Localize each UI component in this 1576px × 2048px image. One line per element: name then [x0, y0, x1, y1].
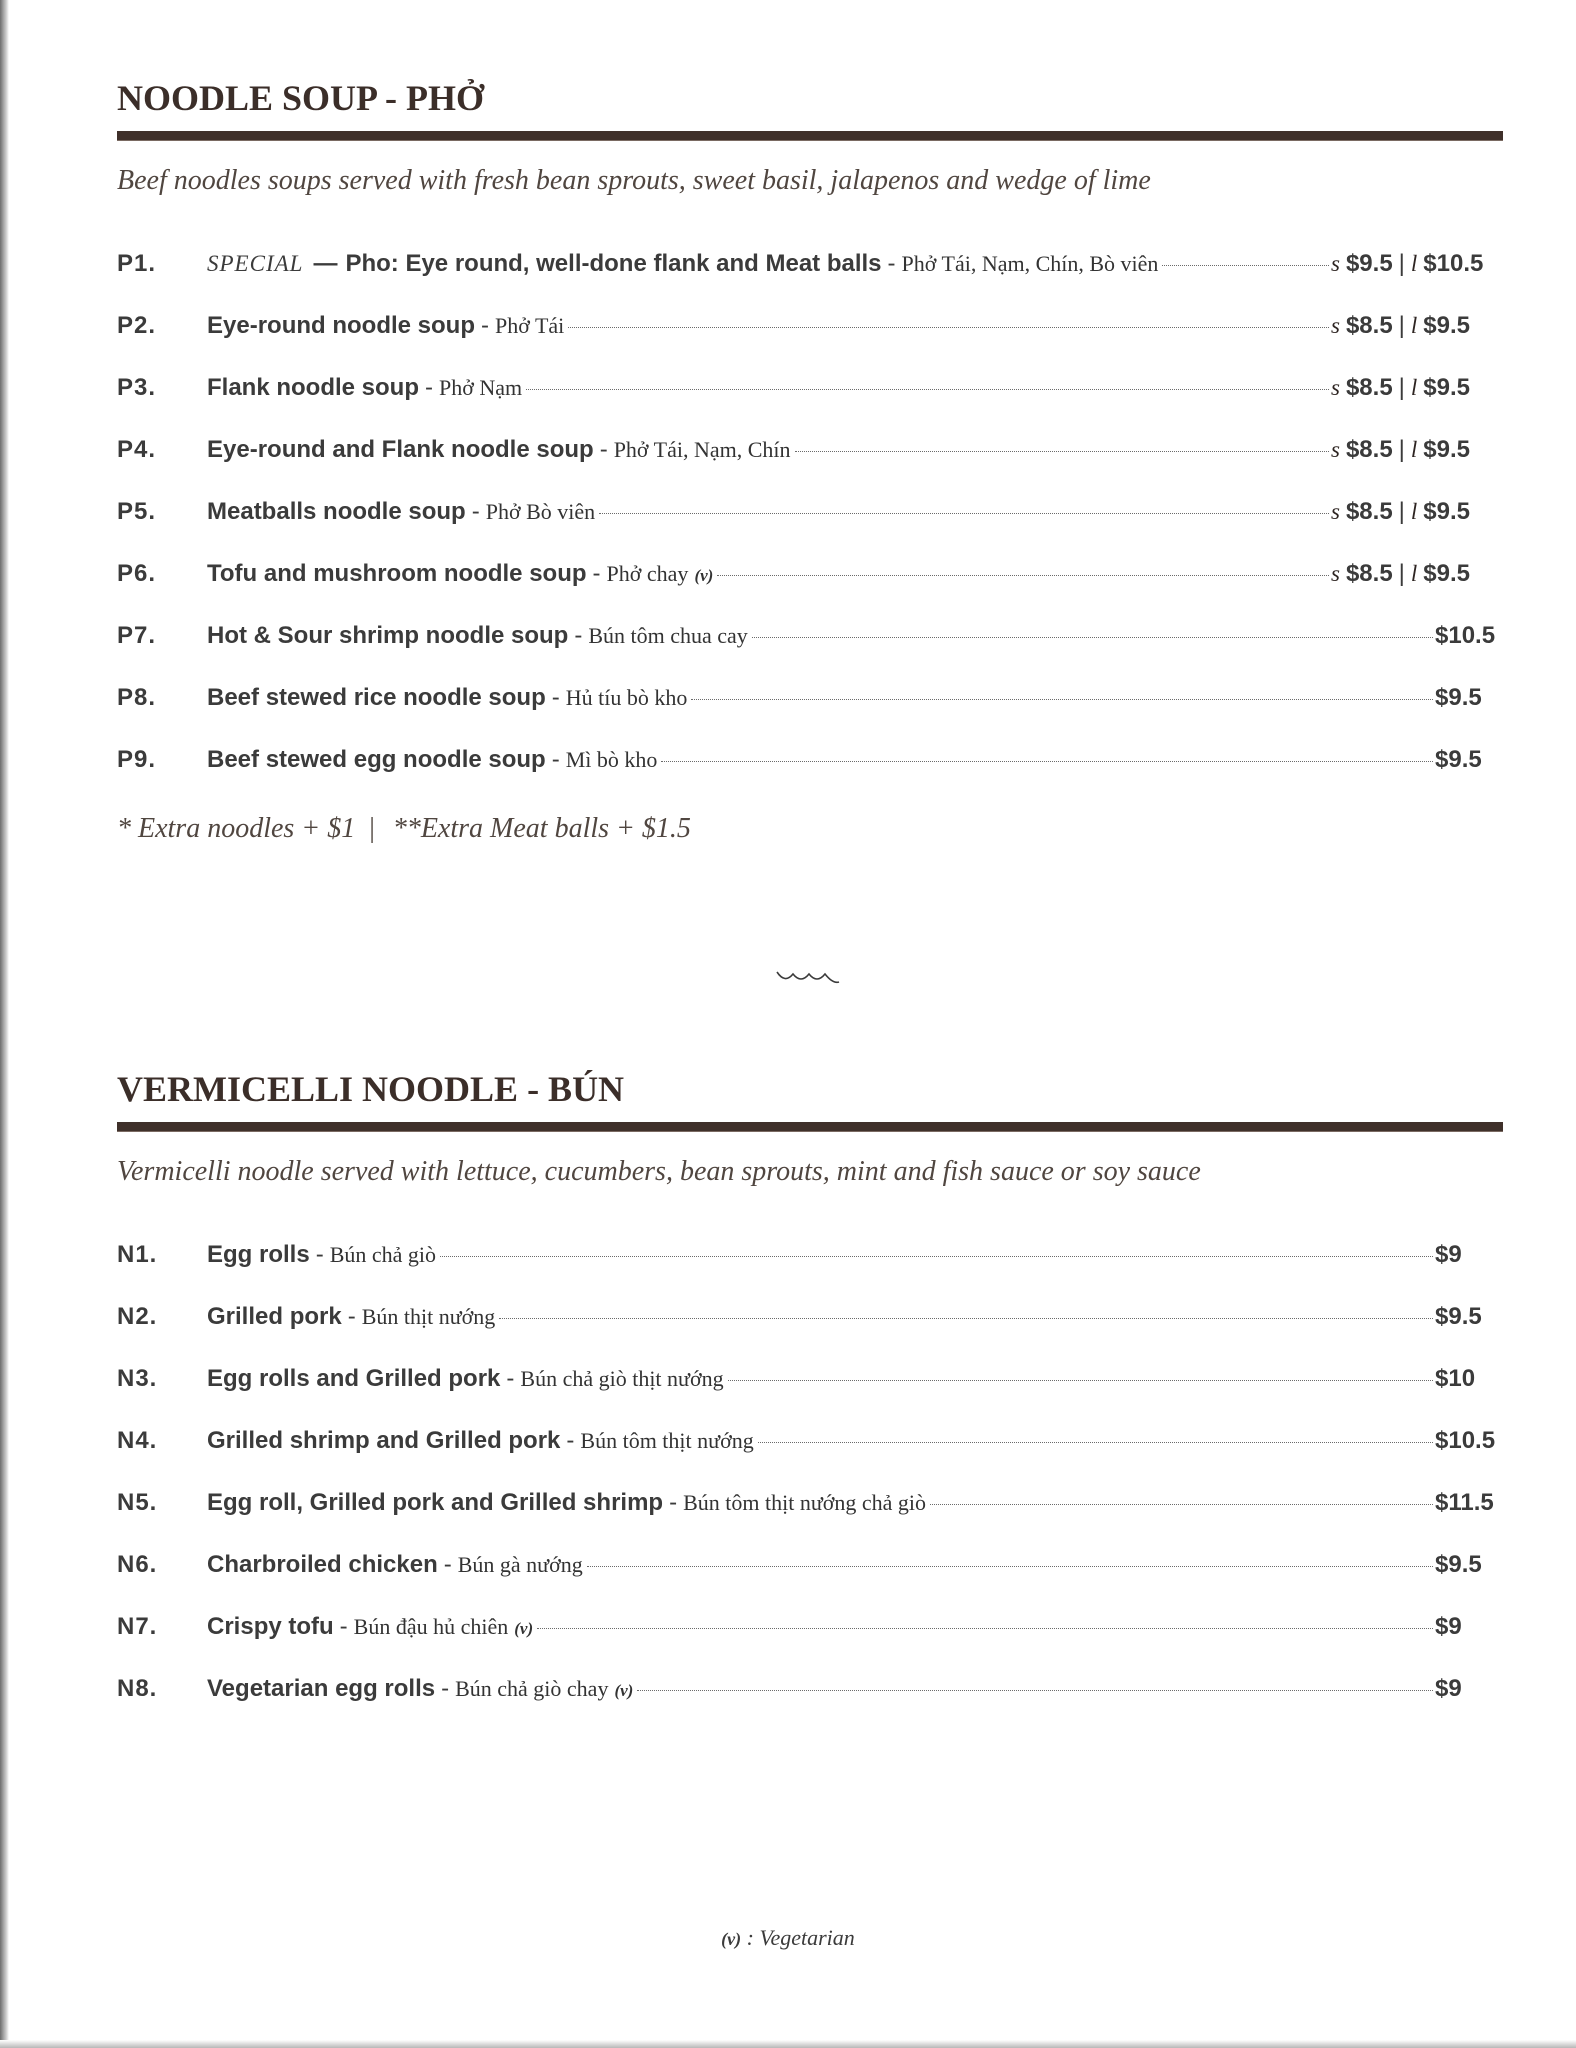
- item-separator: -: [506, 1365, 515, 1392]
- menu-item: [117, 431, 1503, 493]
- extras-divider: |: [369, 813, 375, 844]
- price-large: $9.5: [1423, 560, 1471, 587]
- price-large: $9.5: [1423, 436, 1471, 463]
- legend-text: : Vegetarian: [746, 1925, 855, 1950]
- size-large-label: l: [1410, 251, 1418, 276]
- item-price: [1435, 1670, 1503, 1708]
- item-vietnamese: Phở Tái, Nạm, Chín, Bò viên: [901, 251, 1159, 276]
- section-pho: [117, 72, 1503, 849]
- menu-item: [117, 369, 1503, 431]
- item-price: [1435, 1236, 1503, 1274]
- item-price: [1435, 617, 1503, 655]
- dot-leader: [526, 388, 1329, 390]
- menu-item: [117, 1236, 1503, 1298]
- item-code: N6.: [117, 1551, 158, 1578]
- item-name: Tofu and mushroom noodle soup: [207, 560, 587, 587]
- legend-symbol: (v): [721, 1929, 742, 1949]
- section-description: Beef noodles soups served with fresh bean sprouts, sweet basil, jalapenos and wedge of lime: [117, 165, 1151, 196]
- item-price: [1331, 307, 1503, 345]
- item-price: [1435, 679, 1503, 717]
- price: $9: [1435, 1675, 1462, 1702]
- price-divider: |: [1398, 312, 1405, 339]
- item-price: [1435, 1546, 1503, 1584]
- price-divider: |: [1398, 560, 1405, 587]
- item-code: P9.: [117, 746, 157, 773]
- scan-bottom-edge: [0, 2040, 1576, 2048]
- item-separator: -: [339, 1613, 348, 1640]
- item-price: [1331, 431, 1503, 469]
- item-vietnamese: Phở Tái: [495, 313, 565, 338]
- vegetarian-legend: [0, 1923, 1576, 1954]
- item-code: P1.: [117, 250, 157, 277]
- item-name: Grilled pork: [207, 1303, 342, 1330]
- price: $9.5: [1435, 1303, 1482, 1330]
- item-separator: -: [471, 498, 480, 525]
- item-code: N8.: [117, 1675, 158, 1702]
- menu-list: [117, 245, 1503, 803]
- vegetarian-mark: (v): [614, 1681, 634, 1700]
- item-separator: -: [551, 684, 560, 711]
- price-small: $8.5: [1345, 436, 1393, 463]
- special-tag: SPECIAL: [207, 251, 304, 276]
- price: $11.5: [1435, 1489, 1494, 1516]
- item-name: Grilled shrimp and Grilled pork: [207, 1427, 561, 1454]
- item-name: Flank noodle soup: [207, 374, 420, 401]
- item-code: N3.: [117, 1365, 158, 1392]
- price-large: $10.5: [1423, 250, 1484, 277]
- section-title: NOODLE SOUP - PHỞ: [117, 78, 485, 118]
- size-small-label: s: [1331, 499, 1340, 524]
- price: $9.5: [1435, 684, 1482, 711]
- item-price: [1331, 245, 1503, 283]
- item-code: P5.: [117, 498, 157, 525]
- size-large-label: l: [1410, 437, 1418, 462]
- item-price: [1331, 555, 1503, 593]
- item-separator: -: [574, 622, 583, 649]
- dot-leader: [691, 698, 1433, 700]
- price: $10: [1435, 1365, 1476, 1392]
- price-divider: |: [1398, 250, 1405, 277]
- size-small-label: s: [1331, 561, 1340, 586]
- item-vietnamese: Phở Nạm: [439, 375, 523, 400]
- item-vietnamese: Bún đậu hủ chiên: [353, 1614, 509, 1639]
- size-large-label: l: [1410, 561, 1418, 586]
- section-divider: [117, 131, 1503, 141]
- price-divider: |: [1398, 436, 1405, 463]
- price: $9: [1435, 1613, 1462, 1640]
- item-price: [1435, 741, 1503, 779]
- price: $9.5: [1435, 1551, 1482, 1578]
- item-price: [1435, 1484, 1503, 1522]
- item-price: [1435, 1422, 1503, 1460]
- price-large: $9.5: [1423, 374, 1471, 401]
- item-code: N2.: [117, 1303, 158, 1330]
- scan-left-edge: [0, 0, 9, 2048]
- menu-item: [117, 1608, 1503, 1670]
- price-small: $9.5: [1345, 250, 1393, 277]
- item-vietnamese: Mì bò kho: [565, 747, 658, 772]
- item-code: N4.: [117, 1427, 158, 1454]
- item-price: [1331, 493, 1503, 531]
- dot-leader: [499, 1317, 1433, 1319]
- size-large-label: l: [1410, 313, 1418, 338]
- price: $9: [1435, 1241, 1462, 1268]
- dot-leader: [795, 450, 1329, 452]
- price: $10.5: [1435, 1427, 1496, 1454]
- price-small: $8.5: [1345, 312, 1393, 339]
- dot-leader: [599, 512, 1329, 514]
- item-separator: -: [315, 1241, 324, 1268]
- menu-item: [117, 1546, 1503, 1608]
- item-price: [1435, 1608, 1503, 1646]
- item-separator: -: [592, 560, 601, 587]
- item-vietnamese: Phở Bò viên: [485, 499, 596, 524]
- menu-item: [117, 741, 1503, 803]
- item-name: Vegetarian egg rolls: [207, 1675, 436, 1702]
- dot-leader: [758, 1441, 1433, 1443]
- dot-leader: [587, 1565, 1433, 1567]
- item-name: Hot & Sour shrimp noodle soup: [207, 622, 569, 649]
- menu-item: [117, 1298, 1503, 1360]
- item-code: N7.: [117, 1613, 158, 1640]
- item-tag-separator: —: [313, 250, 338, 277]
- item-price: [1331, 369, 1503, 407]
- item-price: [1435, 1298, 1503, 1336]
- item-vietnamese: Bún thịt nướng: [361, 1304, 496, 1329]
- item-code: P6.: [117, 560, 157, 587]
- item-vietnamese: Phở chay: [606, 561, 689, 586]
- item-separator: -: [599, 436, 608, 463]
- item-vietnamese: Bún tôm chua cay: [588, 623, 748, 648]
- item-separator: -: [347, 1303, 356, 1330]
- price-large: $9.5: [1423, 498, 1471, 525]
- item-vietnamese: Bún chả giò: [329, 1242, 437, 1267]
- item-separator: -: [441, 1675, 450, 1702]
- menu-list: [117, 1236, 1503, 1732]
- price-small: $8.5: [1345, 374, 1393, 401]
- item-code: P7.: [117, 622, 157, 649]
- menu-item: [117, 245, 1503, 307]
- item-vietnamese: Bún chả giò chay: [455, 1676, 609, 1701]
- wave-ornament-icon: [775, 968, 841, 984]
- size-large-label: l: [1410, 375, 1418, 400]
- price: $10.5: [1435, 622, 1496, 649]
- vegetarian-mark: (v): [694, 566, 714, 585]
- vegetarian-mark: (v): [514, 1619, 534, 1638]
- size-small-label: s: [1331, 375, 1340, 400]
- item-name: Egg rolls and Grilled pork: [207, 1365, 501, 1392]
- extra-noodles: * Extra noodles + $1: [117, 813, 356, 844]
- item-separator: -: [425, 374, 434, 401]
- menu-item: [117, 679, 1503, 741]
- item-code: P8.: [117, 684, 157, 711]
- item-separator: -: [887, 250, 896, 277]
- item-vietnamese: Bún gà nướng: [457, 1552, 583, 1577]
- price: $9.5: [1435, 746, 1482, 773]
- dot-leader: [930, 1503, 1433, 1505]
- item-code: N1.: [117, 1241, 158, 1268]
- item-code: N5.: [117, 1489, 158, 1516]
- extras-note: [117, 809, 1503, 849]
- dot-leader: [752, 636, 1433, 638]
- price-small: $8.5: [1345, 560, 1393, 587]
- section-bun: [117, 1063, 1503, 1732]
- price-large: $9.5: [1423, 312, 1471, 339]
- menu-item: [117, 1422, 1503, 1484]
- dot-leader: [568, 326, 1329, 328]
- item-name: Beef stewed egg noodle soup: [207, 746, 546, 773]
- price-divider: |: [1398, 498, 1405, 525]
- item-name: Egg rolls: [207, 1241, 310, 1268]
- item-separator: -: [481, 312, 489, 339]
- dot-leader: [717, 574, 1329, 576]
- dot-leader: [728, 1379, 1433, 1381]
- menu-item: [117, 1670, 1503, 1732]
- menu-item: [117, 617, 1503, 679]
- item-code: P3.: [117, 374, 157, 401]
- item-separator: -: [551, 746, 560, 773]
- menu-item: [117, 1484, 1503, 1546]
- menu-item: [117, 555, 1503, 617]
- size-large-label: l: [1410, 499, 1418, 524]
- dot-leader: [661, 760, 1433, 762]
- price-small: $8.5: [1345, 498, 1393, 525]
- item-separator: -: [669, 1489, 678, 1516]
- menu-item: [117, 1360, 1503, 1422]
- item-name: Crispy tofu: [207, 1613, 334, 1640]
- item-separator: -: [443, 1551, 452, 1578]
- size-small-label: s: [1331, 313, 1340, 338]
- dot-leader: [1162, 264, 1329, 266]
- item-code: P2.: [117, 312, 157, 339]
- dot-leader: [637, 1689, 1433, 1691]
- price-divider: |: [1398, 374, 1405, 401]
- item-separator: -: [566, 1427, 575, 1454]
- item-vietnamese: Bún tôm thịt nướng: [580, 1428, 754, 1453]
- item-name: Pho: Eye round, well-done flank and Meat balls: [345, 250, 882, 277]
- item-code: P4.: [117, 436, 157, 463]
- item-price: [1435, 1360, 1503, 1398]
- item-name: Egg roll, Grilled pork and Grilled shrimp: [207, 1489, 664, 1516]
- item-name: Meatballs noodle soup: [207, 498, 466, 525]
- item-name: Beef stewed rice noodle soup: [207, 684, 546, 711]
- item-vietnamese: Hủ tíu bò kho: [565, 685, 688, 710]
- item-vietnamese: Phở Tái, Nạm, Chín: [613, 437, 791, 462]
- item-vietnamese: Bún tôm thịt nướng chả giò: [683, 1490, 927, 1515]
- size-small-label: s: [1331, 437, 1340, 462]
- extra-meatballs: **Extra Meat balls + $1.5: [392, 813, 691, 844]
- menu-item: [117, 493, 1503, 555]
- section-divider: [117, 1122, 1503, 1132]
- section-title: VERMICELLI NOODLE - BÚN: [117, 1069, 625, 1109]
- dot-leader: [440, 1255, 1433, 1257]
- item-name: Eye-round and Flank noodle soup: [207, 436, 594, 463]
- item-name: Eye-round noodle soup: [207, 312, 475, 339]
- section-description: Vermicelli noodle served with lettuce, cucumbers, bean sprouts, mint and fish sauce or soy sauce: [117, 1156, 1201, 1187]
- size-small-label: s: [1331, 251, 1340, 276]
- item-vietnamese: Bún chả giò thịt nướng: [520, 1366, 724, 1391]
- dot-leader: [537, 1627, 1433, 1629]
- menu-item: [117, 307, 1503, 369]
- item-name: Charbroiled chicken: [207, 1551, 438, 1578]
